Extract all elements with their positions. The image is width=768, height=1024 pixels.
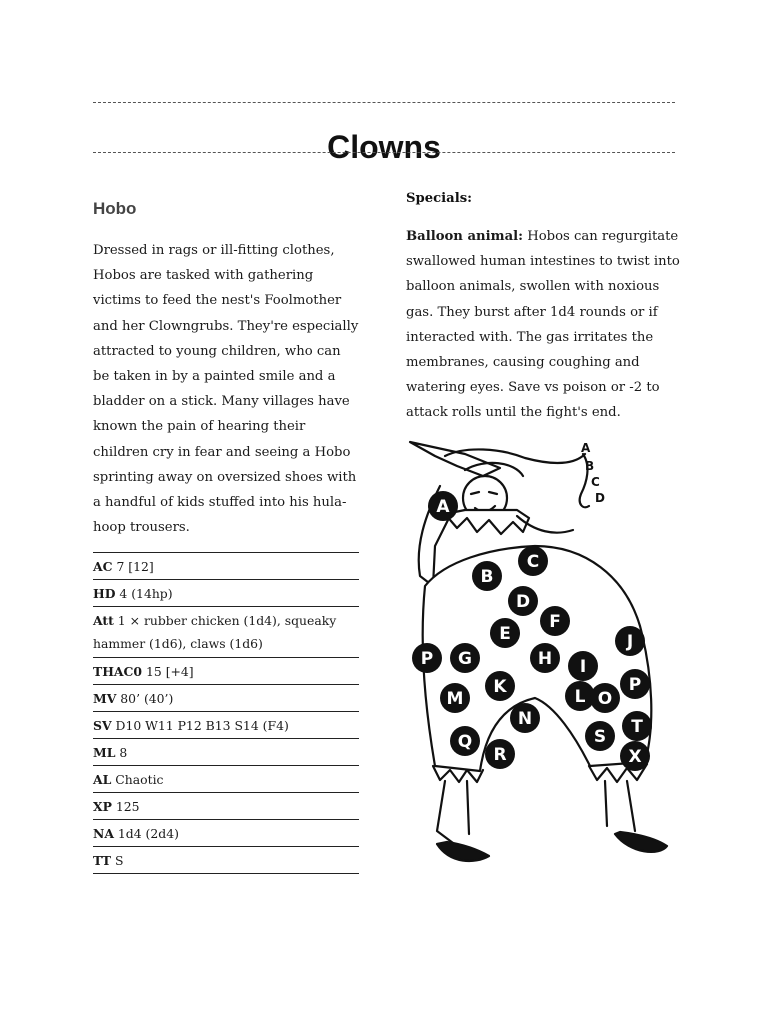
letter-balloons xyxy=(581,441,605,505)
stat-key: AC xyxy=(93,559,113,575)
stat-value: Chaotic xyxy=(115,772,164,788)
balloon-letter: B xyxy=(585,459,595,473)
svg-text:K: K xyxy=(493,677,507,697)
stat-key: HD xyxy=(93,586,116,602)
stat-value: 1d4 (2d4) xyxy=(117,826,179,842)
stat-row-mv xyxy=(93,685,359,712)
stat-key: SV xyxy=(93,718,112,734)
hat-brim xyxy=(410,442,500,476)
right-shoe xyxy=(615,832,667,852)
specials-column xyxy=(406,186,682,426)
monster-name-heading: Hobo xyxy=(93,199,137,218)
ruff-collar xyxy=(445,510,529,534)
monster-column xyxy=(93,196,359,874)
svg-text:O: O xyxy=(597,689,613,709)
alphabet-dot xyxy=(508,586,538,616)
svg-text:T: T xyxy=(631,717,643,737)
stat-value: 125 xyxy=(115,799,140,815)
stat-value: 8 xyxy=(119,745,128,761)
svg-text:D: D xyxy=(515,592,531,612)
stat-row-xp xyxy=(93,793,359,820)
stat-row-na xyxy=(93,820,359,847)
alphabet-dot xyxy=(568,651,598,681)
left-shoe xyxy=(437,842,489,861)
alphabet-dot xyxy=(472,561,502,591)
alphabet-dot xyxy=(615,626,645,656)
right-leg xyxy=(605,781,635,831)
svg-text:E: E xyxy=(499,624,511,644)
svg-text:I: I xyxy=(579,657,587,677)
alphabet-dot xyxy=(620,741,650,771)
monster-description: Dressed in rags or ill-fitting clothes, Hobos are tasked with gathering victims to feed the nest's Foolmother and her Clowngrubs. They're especially attracted to young children, who can be taken in by a painted smile and a bladder on a stick. Many villages have known the pain of hearing their children cry in fear and seeing a Hobo sprinting away on oversized shoes with a handful of kids stuffed into his hula-hoop trousers. xyxy=(93,243,359,536)
alphabet-dot xyxy=(428,491,458,521)
stat-row-hd xyxy=(93,580,359,607)
balloon-letter: A xyxy=(581,441,591,455)
stat-row-ac xyxy=(93,553,359,580)
stat-key: Att xyxy=(93,613,114,629)
svg-text:J: J xyxy=(626,632,634,652)
stat-key: NA xyxy=(93,826,114,842)
special-balloon-animal xyxy=(406,224,682,426)
stat-key: TT xyxy=(93,853,111,869)
stat-row-thac0 xyxy=(93,658,359,685)
alphabet-dot xyxy=(622,711,652,741)
stat-key: THAC0 xyxy=(93,664,143,680)
svg-text:G: G xyxy=(458,649,472,669)
svg-text:A: A xyxy=(436,497,450,517)
stat-key: ML xyxy=(93,745,116,761)
alphabet-dot xyxy=(440,683,470,713)
alphabet-dot xyxy=(450,726,480,756)
alphabet-dot xyxy=(620,669,650,699)
alphabet-dot xyxy=(590,683,620,713)
alphabet-dot xyxy=(540,606,570,636)
svg-text:R: R xyxy=(493,745,507,765)
stat-key: MV xyxy=(93,691,117,707)
svg-text:P: P xyxy=(628,675,642,695)
svg-text:C: C xyxy=(526,552,540,572)
alphabet-dot xyxy=(485,739,515,769)
balloon-letter: C xyxy=(591,475,600,489)
page-title: Clowns xyxy=(327,129,441,166)
special-text: Hobos can regurgitate swallowed human intestines to twist into balloon animals, swollen with noxious gas. They burst after 1d4 rounds or if interacted with. The gas irritates the membranes, causing coughing and watering eyes. Save vs poison or -2 to attack rolls until the fight's end. xyxy=(406,229,680,421)
top-divider xyxy=(93,102,675,103)
stat-value: 15 [+4] xyxy=(145,664,194,680)
svg-text:F: F xyxy=(549,612,561,632)
specials-heading: Specials: xyxy=(406,191,473,206)
stat-value: S xyxy=(114,853,124,869)
stat-row-tt xyxy=(93,847,359,874)
stat-key: AL xyxy=(93,772,112,788)
svg-text:X: X xyxy=(628,747,642,767)
svg-text:L: L xyxy=(574,687,586,707)
title-divider xyxy=(93,152,675,153)
svg-text:B: B xyxy=(480,567,494,587)
svg-text:P: P xyxy=(420,649,434,669)
stat-row-ml xyxy=(93,739,359,766)
svg-text:Q: Q xyxy=(457,732,473,752)
stat-key: XP xyxy=(93,799,112,815)
stat-row-al xyxy=(93,766,359,793)
svg-text:N: N xyxy=(517,709,533,729)
svg-text:S: S xyxy=(593,727,607,747)
svg-text:M: M xyxy=(446,689,464,709)
alphabet-dot xyxy=(530,643,560,673)
stat-row-att xyxy=(93,607,359,658)
left-leg xyxy=(437,781,469,846)
stat-value: 80’ (40’) xyxy=(120,691,174,707)
svg-text:H: H xyxy=(537,649,553,669)
hobo-clown-illustration xyxy=(405,436,680,866)
alphabet-dot xyxy=(412,643,442,673)
stat-value: D10 W11 P12 B13 S14 (F4) xyxy=(115,718,289,734)
stat-row-sv xyxy=(93,712,359,739)
balloon-letter: D xyxy=(595,491,605,505)
alphabet-dot xyxy=(485,671,515,701)
alphabet-dot xyxy=(510,703,540,733)
alphabet-dot xyxy=(585,721,615,751)
special-name: Balloon animal: xyxy=(406,229,524,244)
stat-block xyxy=(93,552,359,874)
alphabet-dot xyxy=(518,546,548,576)
alphabet-dot xyxy=(490,618,520,648)
stat-value: 4 (14hp) xyxy=(119,586,173,602)
alphabet-dot xyxy=(450,643,480,673)
stat-value: 7 [12] xyxy=(116,559,154,575)
stat-value: 1 × rubber chicken (1d4), squeaky hammer (1d6), claws (1d6) xyxy=(93,613,337,652)
